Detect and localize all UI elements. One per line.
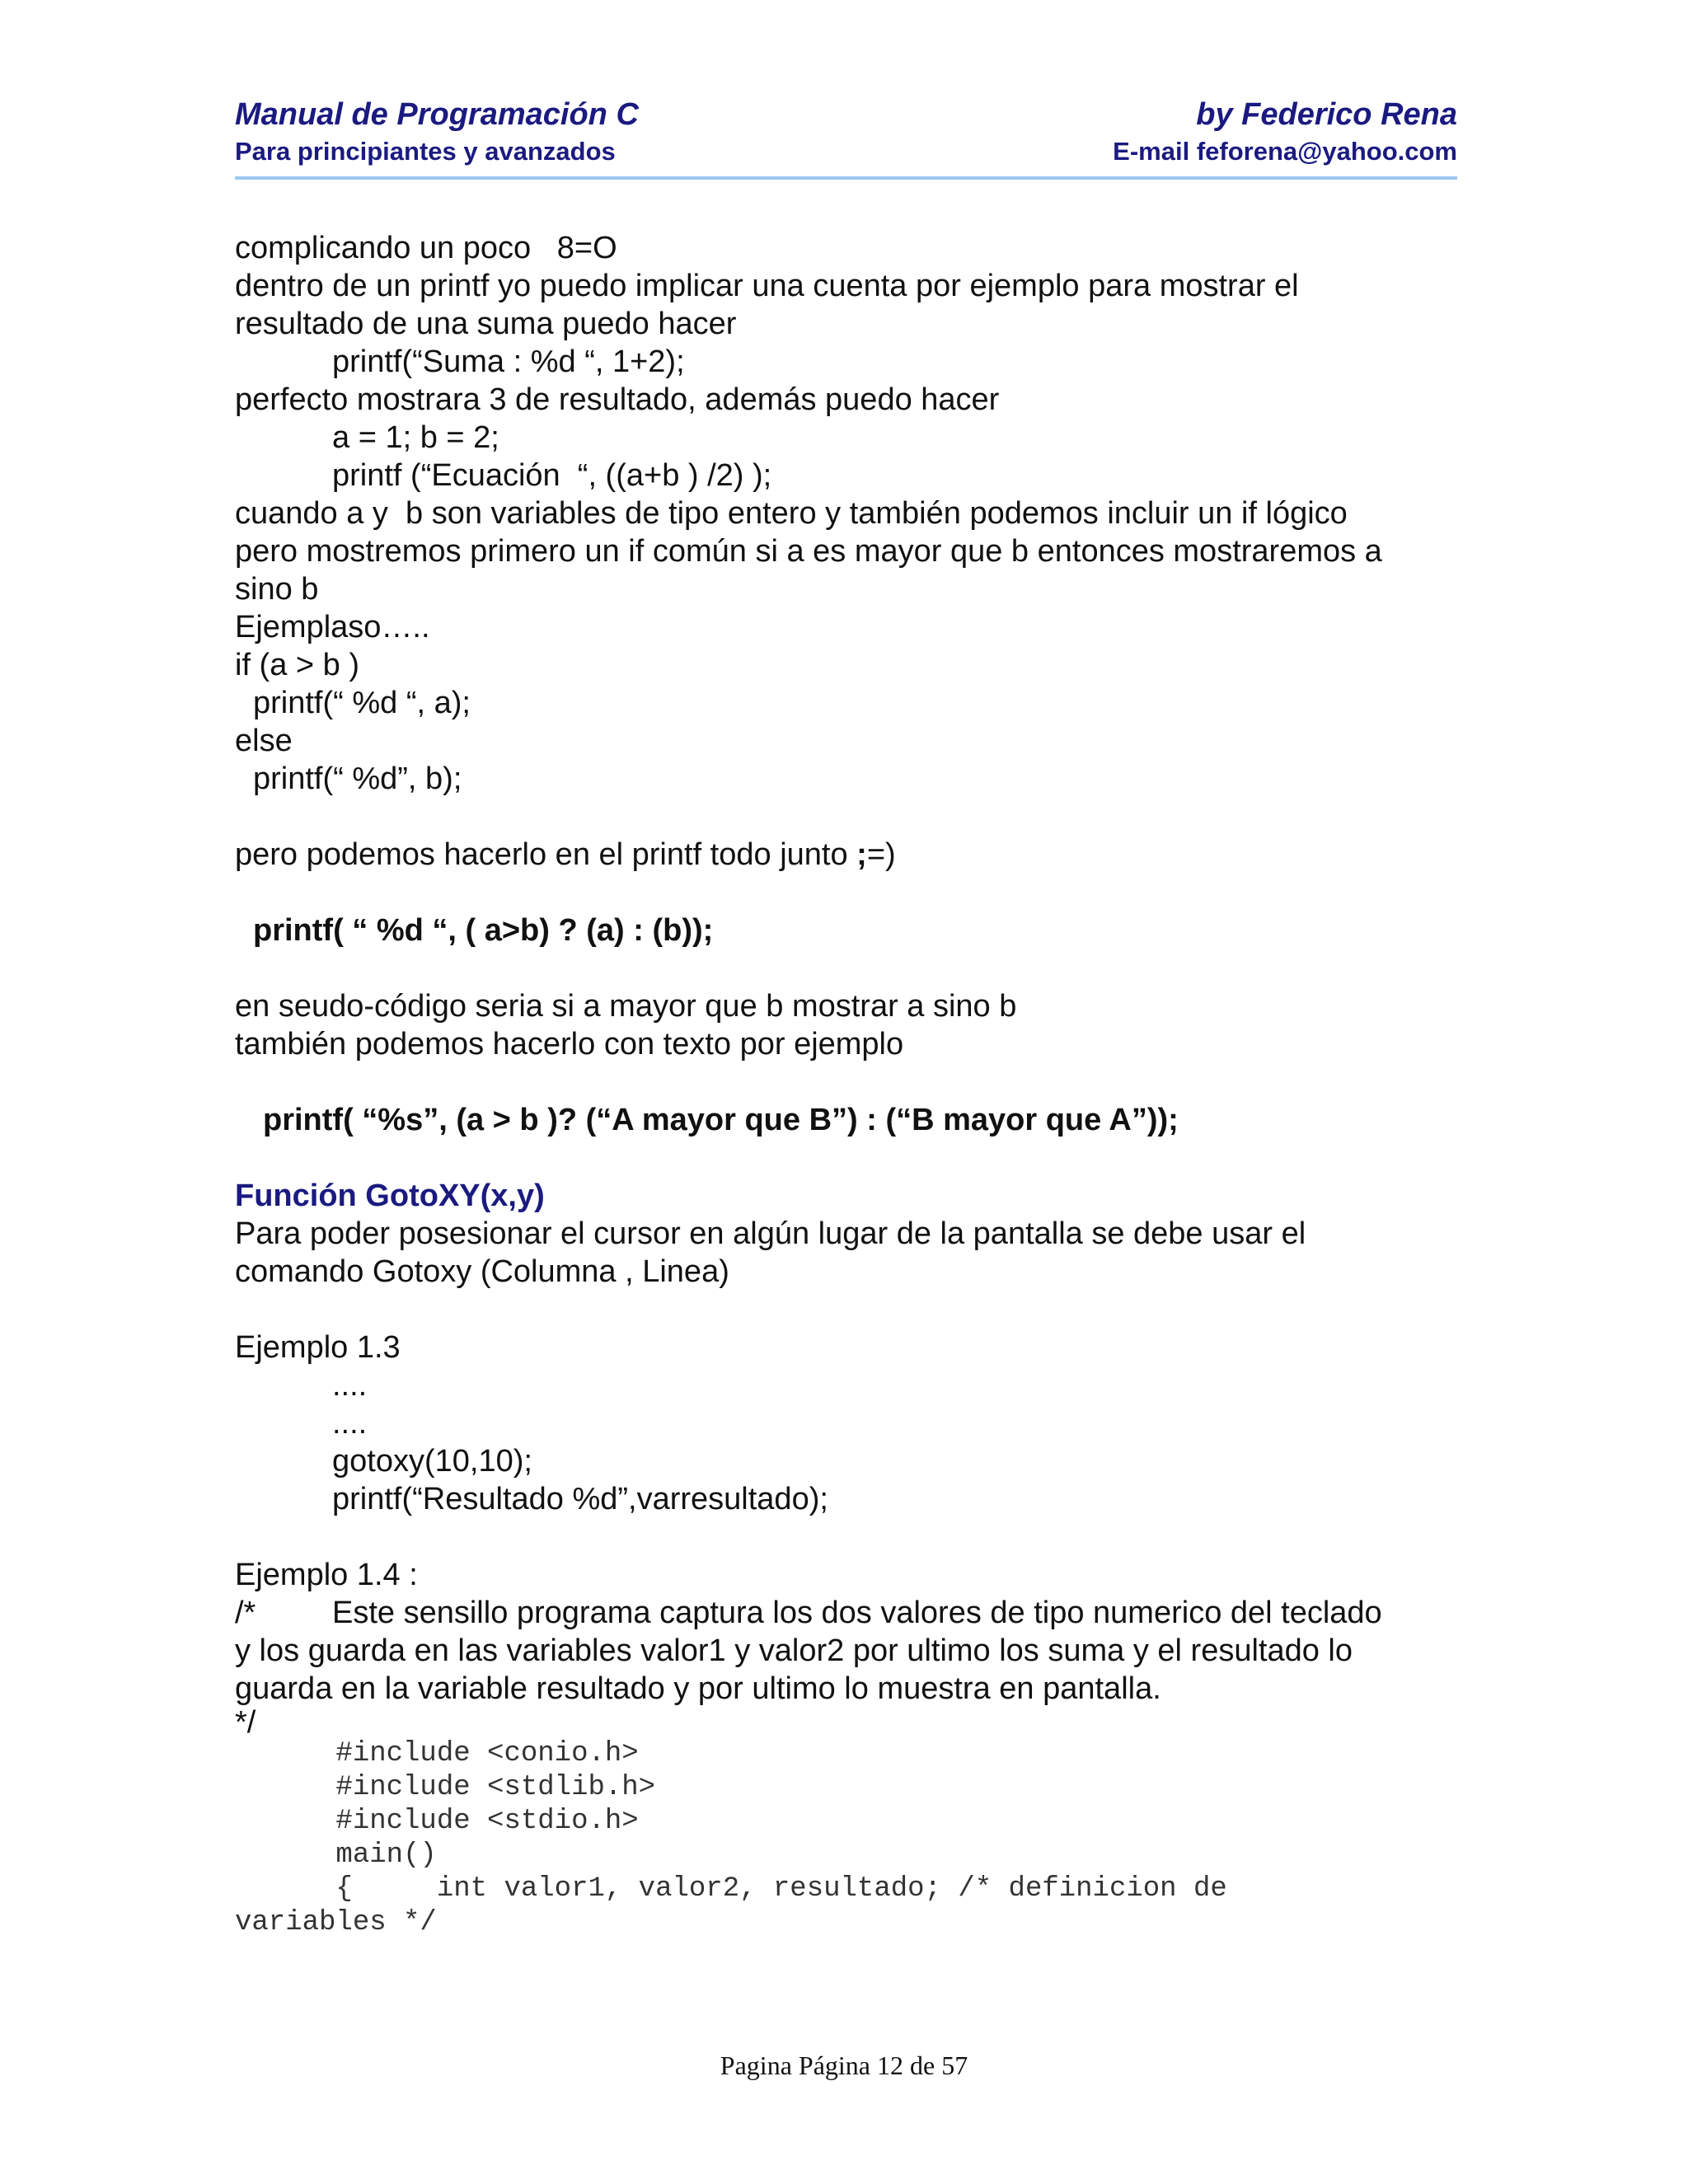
text-line: Ejemplaso….. (235, 610, 430, 644)
code-line: printf (“Ecuación “, ((a+b ) /2) ); (332, 458, 772, 493)
text-fragment: pero podemos hacerlo en el printf todo junto (235, 837, 857, 872)
text-line: Ejemplo 1.3 (235, 1330, 401, 1365)
text-line: Ejemplo 1.4 : (235, 1558, 418, 1592)
header-email: E-mail feforena@yahoo.com (1113, 137, 1457, 166)
code-line: a = 1; b = 2; (332, 420, 499, 455)
text-fragment: =) (866, 837, 896, 872)
text-line: y los guarda en las variables valor1 y valor2 por ultimo los suma y el resultado lo (235, 1633, 1353, 1668)
text-line (235, 836, 1471, 874)
section-heading: Función GotoXY(x,y) (235, 1179, 545, 1213)
text-line: pero mostremos primero un if común si a es mayor que b entonces mostraremos a (235, 534, 1382, 569)
code-line: printf(“ %d “, a); (253, 686, 471, 720)
header-title: Manual de Programación C (235, 97, 639, 132)
code-line: if (a > b ) (235, 648, 359, 682)
spacer (235, 874, 1471, 912)
page-body (235, 229, 1471, 1940)
code-line: gotoxy(10,10); (332, 1444, 532, 1479)
code-line: .... (332, 1406, 368, 1441)
text-line (235, 1594, 1471, 1632)
page-number-footer: Pagina Página 12 de 57 (720, 2050, 968, 2080)
spacer (235, 1291, 1471, 1329)
text-line: sino b (235, 572, 319, 607)
code-line-mono: { int valor1, valor2, resultado; /* definicion de (235, 1873, 1227, 1905)
header-divider (235, 176, 1457, 180)
text-line: dentro de un printf yo puedo implicar una cuenta por ejemplo para mostrar el (235, 269, 1299, 303)
text-fragment: Este sensillo programa captura los dos valores de tipo numerico del teclado (332, 1596, 1382, 1630)
code-line-mono: #include <conio.h> (235, 1738, 639, 1769)
spacer (235, 1063, 1471, 1101)
code-line-mono: #include <stdlib.h> (235, 1772, 656, 1803)
text-line: comando Gotoxy (Columna , Linea) (235, 1254, 729, 1289)
spacer (235, 798, 1471, 836)
text-line: Para poder posesionar el cursor en algún lugar de la pantalla se debe usar el (235, 1216, 1306, 1251)
code-line: else (235, 724, 293, 758)
code-line: .... (332, 1368, 368, 1403)
code-line-mono: variables */ (235, 1907, 437, 1938)
text-line: guarda en la variable resultado y por ultimo lo muestra en pantalla. (235, 1671, 1161, 1706)
text-line: en seudo-código seria si a mayor que b mostrar a sino b (235, 989, 1017, 1024)
spacer (235, 1139, 1471, 1177)
code-line-bold: printf( “%s”, (a > b )? (“A mayor que B”) : (“B mayor que A”)); (263, 1103, 1179, 1137)
spacer (235, 949, 1471, 987)
text-line: resultado de una suma puedo hacer (235, 307, 737, 341)
text-line: también podemos hacerlo con texto por ejemplo (235, 1027, 904, 1062)
code-line-bold: printf( “ %d “, ( a>b) ? (a) : (b)); (253, 913, 714, 948)
code-line: printf(“Resultado %d”,varresultado); (332, 1482, 828, 1516)
spacer (235, 1518, 1471, 1556)
code-line-mono: #include <stdio.h> (235, 1806, 639, 1837)
text-line: perfecto mostrara 3 de resultado, además puedo hacer (235, 382, 1000, 417)
header-subtitle: Para principiantes y avanzados (235, 137, 616, 166)
text-fragment-bold: ; (856, 837, 867, 872)
code-line-mono: main() (235, 1840, 437, 1871)
code-line: printf(“Suma : %d “, 1+2); (332, 344, 685, 379)
text-line: complicando un poco 8=O (235, 231, 617, 265)
text-line: cuando a y b son variables de tipo entero y también podemos incluir un if lógico (235, 496, 1348, 531)
comment-close: */ (235, 1705, 256, 1740)
comment-open: /* (235, 1596, 256, 1630)
header-author: by Federico Rena (1196, 97, 1457, 132)
code-line: printf(“ %d”, b); (253, 762, 462, 796)
